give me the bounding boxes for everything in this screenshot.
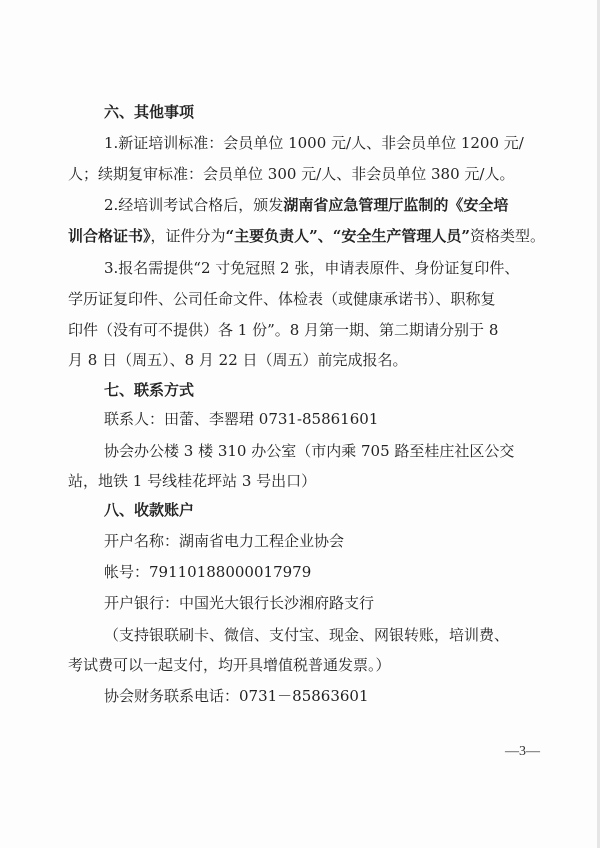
paragraph-line: 1.新证培训标准：会员单位 1000 元/人、非会员单位 1200 元/ <box>104 134 524 152</box>
bank-line: 开户银行：中国光大银行长沙湘府路支行 <box>104 594 375 612</box>
account-name-line: 开户名称：湖南省电力工程企业协会 <box>104 532 345 550</box>
payment-note-line: 考试费可以一起支付，均开具增值税普通发票。） <box>68 656 391 674</box>
finance-phone-line: 协会财务联系电话：0731－85863601 <box>104 687 369 705</box>
paragraph-line: 人；续期复审标准：会员单位 300 元/人、非会员单位 380 元/人。 <box>68 165 515 183</box>
bold-text: 湖南省应急管理厅监制的《安全培 <box>283 196 509 214</box>
address-line: 协会办公楼 3 楼 310 办公室（市内乘 705 路至桂庄社区公交 <box>104 442 515 460</box>
paragraph-line <box>104 195 584 215</box>
bold-text: “主要负责人”、“安全生产管理人员” <box>225 227 471 245</box>
paragraph-text: 2.经培训考试合格后，颁发 <box>104 196 284 214</box>
section-heading-6: 六、其他事项 <box>104 103 195 121</box>
account-number-line: 帐号：79110188000017979 <box>104 563 312 581</box>
payment-note-line: （支持银联刷卡、微信、支付宝、现金、网银转账，培训费、 <box>104 626 510 644</box>
contact-line: 联系人：田蕾、李罂珺 0731-85861601 <box>104 410 379 428</box>
paragraph-line: 月 8 日（周五）、8 月 22 日（周五）前完成报名。 <box>68 351 408 369</box>
section-heading-7: 七、联系方式 <box>104 381 195 399</box>
address-line: 站，地铁 1 号线桂花坪站 3 号出口） <box>68 472 317 490</box>
paragraph-line <box>68 226 548 246</box>
paragraph-line: 印件（没有可不提供）各 1 份”。8 月第一期、第二期请分别于 8 <box>68 321 499 339</box>
paragraph-line: 3.报名需提供“2 寸免冠照 2 张，申请表原件、身份证复印件、 <box>104 259 520 277</box>
paragraph-text: 资格类型。 <box>470 227 546 245</box>
section-heading-8: 八、收款账户 <box>104 501 195 519</box>
page-number: —3— <box>505 744 540 759</box>
paragraph-text: ，证件分为 <box>150 227 226 245</box>
paragraph-line: 学历证复印件、公司任命文件、体检表（或健康承诺书）、职称复 <box>68 290 496 308</box>
bold-text: 训合格证书》 <box>68 227 151 245</box>
